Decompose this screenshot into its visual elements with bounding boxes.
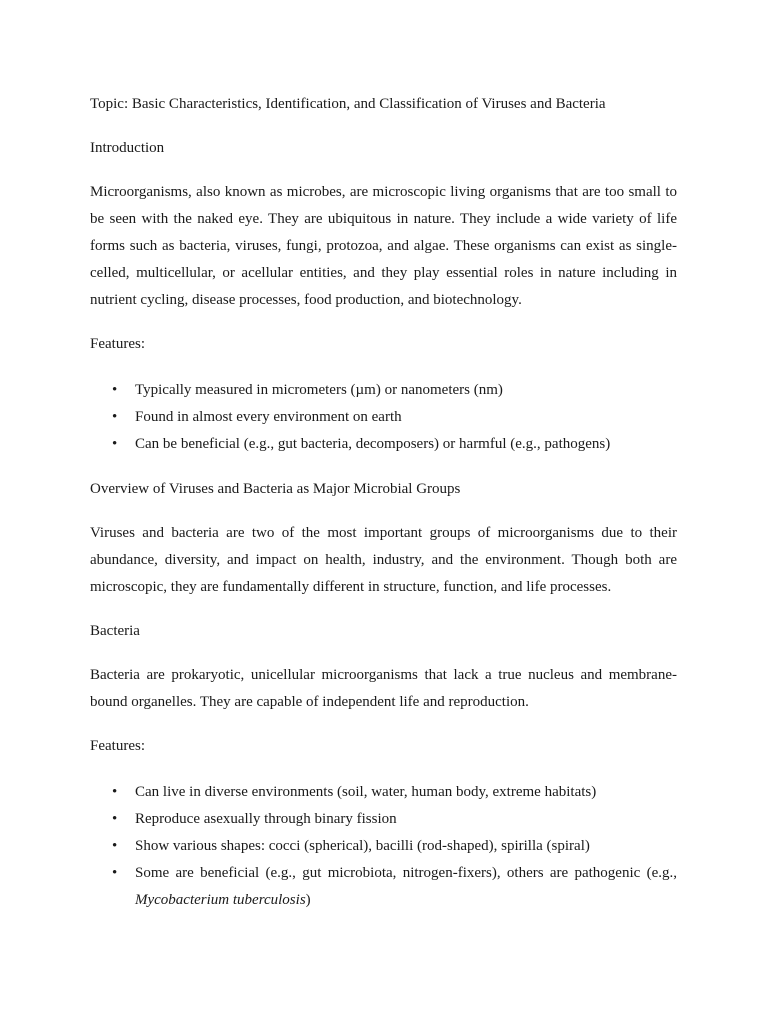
overview-paragraph: Viruses and bacteria are two of the most important groups of microorganisms due to their abundance, diversity, and impact on health, industry, and the environment. Though both are microscopic, they are fundamentally different in structure, function, and life processes.: [90, 525, 677, 595]
overview-heading: Overview of Viruses and Bacteria as Major Microbial Groups: [90, 481, 461, 497]
introduction-features-list: [90, 377, 677, 458]
topic-title: Topic: Basic Characteristics, Identification, and Classification of Viruses and Bacteria: [90, 96, 606, 112]
list-item: [90, 779, 677, 806]
list-item: [90, 431, 677, 458]
list-item-text-prefix: Some are beneficial (e.g., gut microbiota, nitrogen-fixers), others are pathogenic (e.g.,: [135, 865, 677, 881]
bacteria-paragraph: Bacteria are prokaryotic, unicellular microorganisms that lack a true nucleus and membrane-bound organelles. They are capable of independent life and reproduction.: [90, 667, 677, 710]
bullet-icon: •: [112, 784, 118, 800]
list-item-text: Reproduce asexually through binary fission: [135, 811, 397, 827]
species-name: Mycobacterium tuberculosis: [135, 892, 306, 908]
bullet-icon: •: [112, 811, 118, 827]
bullet-icon: •: [112, 382, 118, 398]
bullet-icon: •: [112, 838, 118, 854]
bullet-icon: •: [112, 865, 118, 881]
list-item: [90, 806, 677, 833]
list-item-text-suffix: ): [305, 892, 311, 908]
list-item: [90, 404, 677, 431]
list-item-text: Can be beneficial (e.g., gut bacteria, decomposers) or harmful (e.g., pathogens): [135, 436, 611, 452]
list-item-text: Show various shapes: cocci (spherical), bacilli (rod-shaped), spirilla (spiral): [135, 838, 590, 854]
list-item: [90, 860, 677, 914]
list-item: [90, 377, 677, 404]
bullet-icon: •: [112, 436, 118, 452]
list-item-text: Typically measured in micrometers (µm) or nanometers (nm): [135, 382, 503, 398]
list-item-text: Can live in diverse environments (soil, water, human body, extreme habitats): [135, 784, 597, 800]
bacteria-heading: Bacteria: [90, 623, 140, 639]
bacteria-features-heading: Features:: [90, 738, 145, 754]
bacteria-features-list: [90, 779, 677, 914]
bullet-icon: •: [112, 409, 118, 425]
introduction-features-heading: Features:: [90, 336, 145, 352]
introduction-paragraph: Microorganisms, also known as microbes, are microscopic living organisms that are too small to be seen with the naked eye. They are ubiquitous in nature. They include a wide variety of life forms such as bacteria, viruses, fungi, protozoa, and algae. These organisms can exist as single-celled, multicellular, or acellular entities, and they play essential roles in nature including in nutrient cycling, disease processes, food production, and biotechnology.: [90, 184, 677, 308]
list-item: [90, 833, 677, 860]
document-page: [90, 91, 677, 932]
list-item-text: Found in almost every environment on earth: [135, 409, 402, 425]
introduction-heading: Introduction: [90, 140, 165, 156]
